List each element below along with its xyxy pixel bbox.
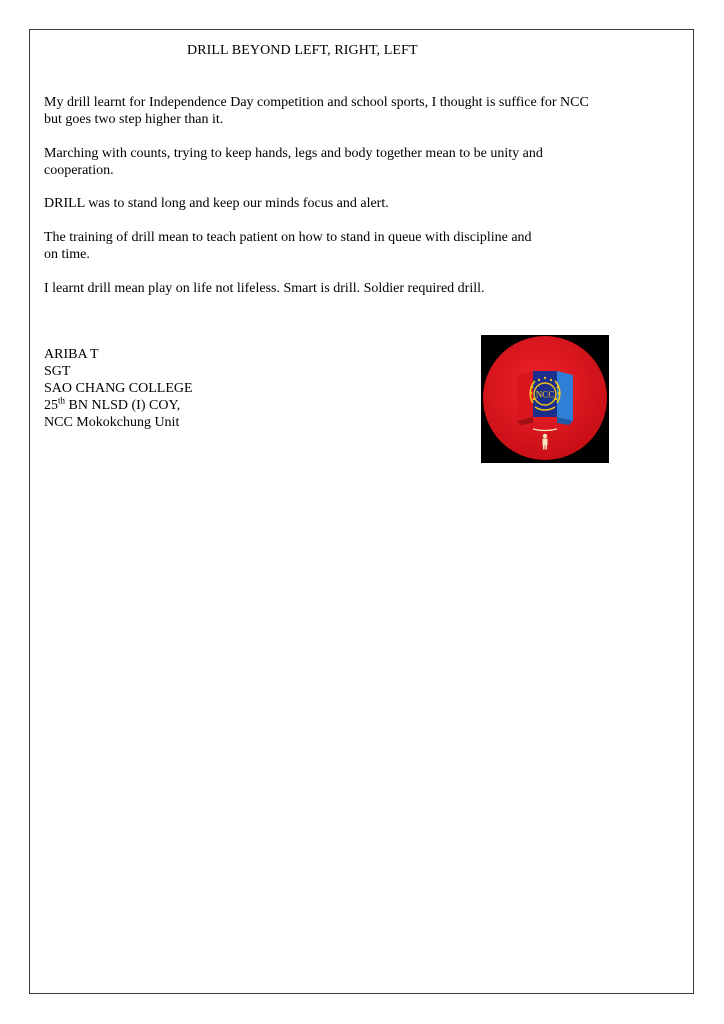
paragraph-line: on time. (44, 247, 90, 262)
paragraph-4 (44, 229, 624, 263)
battalion-rest: BN NLSD (I) COY, (65, 398, 181, 413)
paragraph-line: DRILL was to stand long and keep our minds focus and alert. (44, 196, 389, 211)
paragraph-line: My drill learnt for Independence Day competition and school sports, I thought is suffice for NCC (44, 95, 589, 110)
signature-college: SAO CHANG COLLEGE (44, 381, 193, 396)
emblem-text: NCC (535, 389, 555, 400)
signature-battalion (44, 397, 193, 414)
ncc-emblem-icon (481, 335, 609, 463)
paragraph-line: The training of drill mean to teach patient on how to stand in queue with discipline and (44, 230, 532, 245)
paragraph-line: but goes two step higher than it. (44, 112, 224, 127)
paragraph-1 (44, 94, 624, 128)
battalion-number: 25 (44, 398, 58, 413)
document-title: DRILL BEYOND LEFT, RIGHT, LEFT (187, 43, 418, 58)
paragraph-line: cooperation. (44, 163, 114, 178)
paragraph-3 (44, 195, 624, 212)
signature-name: ARIBA T (44, 347, 99, 362)
paragraph-line: Marching with counts, trying to keep hands, legs and body together mean to be unity and (44, 146, 543, 161)
signature-block (44, 346, 193, 431)
paragraph-line: I learnt drill mean play on life not lifeless. Smart is drill. Soldier required drill. (44, 281, 485, 296)
signature-rank: SGT (44, 364, 71, 379)
paragraph-5 (44, 280, 624, 297)
signature-unit: NCC Mokokchung Unit (44, 415, 180, 430)
ncc-logo (481, 335, 609, 463)
paragraph-2 (44, 145, 624, 179)
battalion-suffix: th (58, 395, 66, 406)
